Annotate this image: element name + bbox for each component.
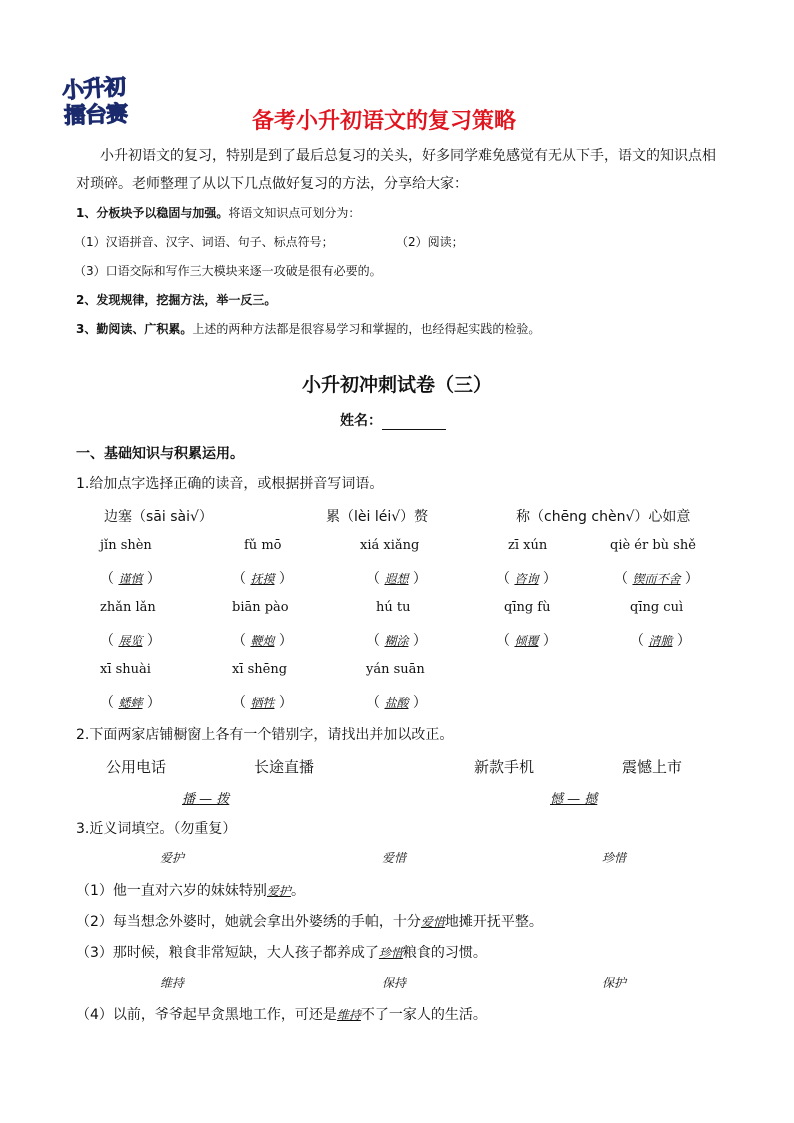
- tip-1-rest: 将语文知识点可划分为：: [228, 206, 361, 220]
- answer-text: 盐酸: [384, 696, 409, 710]
- answer-text[interactable]: 维持: [336, 1008, 361, 1022]
- intro-line1: 小升初语文的复习，特别是到了最后总复习的关头，好多同学难免感觉有无从下手，语文的知识点相: [100, 148, 716, 164]
- pinyin-item: xī shēng: [232, 662, 288, 677]
- intro-line2: 对琐碎。老师整理了从以下几点做好复习的方法，分享给大家：: [76, 176, 468, 192]
- answer-slot[interactable]: （ 谨慎 ）: [100, 571, 161, 587]
- q1-prompt: 1.给加点字选择正确的读音，或根据拼音写词语。: [76, 476, 384, 492]
- q3-sentence-1: [76, 880, 305, 900]
- word-option: 维持: [160, 976, 185, 990]
- pinyin-item: qīng fù: [504, 600, 551, 615]
- word-option: 爱护: [160, 851, 185, 865]
- sign-text: 公用电话: [106, 758, 167, 776]
- exam-title: 小升初冲刺试卷（三）: [301, 374, 492, 396]
- logo-line1: 小升初: [61, 74, 126, 105]
- pinyin-item: hú tu: [376, 600, 411, 615]
- sign-text: 新款手机: [474, 758, 535, 776]
- sentence-text: 不了一家人的生活。: [360, 1007, 487, 1023]
- pinyin-item: zī xún: [508, 538, 548, 553]
- word-option: 珍惜: [602, 851, 627, 865]
- q3-sentence-4: [76, 1004, 487, 1024]
- pinyin-item: zhǎn lǎn: [100, 600, 156, 615]
- name-blank[interactable]: [382, 415, 446, 430]
- answer-text: 咨询: [514, 572, 539, 586]
- tip-3-bold: 3、勤阅读、广积累。: [76, 322, 193, 336]
- answer-text: 清脆: [648, 634, 673, 648]
- sentence-text: （2）每当想念外婆时，她就会拿出外婆绣的手帕，十分: [76, 914, 421, 930]
- header-title: 备考小升初语文的复习策略: [252, 109, 517, 134]
- q1-choice-1: 边塞（sāi sài√）: [104, 509, 213, 525]
- sentence-text: 。: [290, 883, 305, 899]
- answer-text: 展览: [118, 634, 143, 648]
- sentence-text: 粮食的习惯。: [402, 945, 487, 961]
- answer-text: 遐想: [384, 572, 409, 586]
- answer-slot[interactable]: （ 糊涂 ）: [366, 633, 427, 649]
- answer-slot[interactable]: （ 展览 ）: [100, 633, 161, 649]
- sentence-text: （1）他一直对六岁的妹妹特别: [76, 883, 267, 899]
- answer-slot[interactable]: （ 蟋蟀 ）: [100, 695, 161, 711]
- tip-1-bold: 1、分板块予以稳固与加强。: [76, 206, 229, 220]
- answer-text[interactable]: 爱护: [266, 884, 291, 898]
- answer-slot[interactable]: （ 锲而不舍 ）: [614, 571, 699, 587]
- pinyin-item: xiá xiǎng: [360, 538, 420, 553]
- q2-correction-2: 憾 — 撼: [550, 792, 598, 807]
- q3-sentence-3: [76, 942, 487, 962]
- pinyin-item: fǔ mō: [244, 538, 282, 553]
- q1-choice-3: 称（chēng chèn√）心如意: [516, 509, 691, 525]
- answer-slot[interactable]: （ 清脆 ）: [630, 633, 691, 649]
- answer-text: 糊涂: [384, 634, 409, 648]
- answer-slot[interactable]: （ 遐想 ）: [366, 571, 427, 587]
- sentence-text: （4）以前，爷爷起早贪黑地工作，可还是: [76, 1007, 337, 1023]
- answer-slot[interactable]: （ 牺牲 ）: [232, 695, 293, 711]
- answer-slot[interactable]: （ 抚摸 ）: [232, 571, 293, 587]
- answer-slot[interactable]: （ 倾覆 ）: [496, 633, 557, 649]
- q2-correction-1: 播 — 拨: [182, 792, 230, 807]
- sign-text: 长途直播: [254, 758, 315, 776]
- tip-3: [76, 320, 540, 337]
- pinyin-item: yán suān: [366, 662, 425, 677]
- q1-choice-2: 累（lèi léi√）赘: [326, 509, 429, 525]
- logo: [58, 72, 166, 128]
- pinyin-item: qīng cuì: [630, 600, 684, 615]
- answer-text: 倾覆: [514, 634, 539, 648]
- answer-slot[interactable]: （ 盐酸 ）: [366, 695, 427, 711]
- answer-text: 蟋蟀: [118, 696, 143, 710]
- tip-1: [76, 204, 360, 221]
- answer-text: 谨慎: [118, 572, 143, 586]
- word-option: 保护: [602, 976, 627, 990]
- logo-line2: 擂台赛: [63, 101, 128, 130]
- answer-text: 牺牲: [250, 696, 275, 710]
- word-option: 保持: [382, 976, 407, 990]
- name-field: [340, 410, 446, 430]
- pinyin-item: jǐn shèn: [100, 538, 152, 553]
- sign-text: 震憾上市: [622, 758, 683, 776]
- answer-text: 锲而不舍: [632, 572, 681, 586]
- q2-prompt: 2.下面两家店铺橱窗上各有一个错别字，请找出并加以改正。: [76, 727, 454, 743]
- q3-prompt: 3.近义词填空。（勿重复）: [76, 821, 237, 837]
- answer-text[interactable]: 爱惜: [420, 915, 445, 929]
- q3-sentence-2: [76, 911, 543, 931]
- answer-text: 鞭炮: [250, 634, 275, 648]
- pinyin-item: biān pào: [232, 600, 289, 615]
- sentence-text: 地摊开抚平整。: [444, 914, 543, 930]
- name-label: 姓名：: [340, 413, 382, 429]
- tip-1-sub3: （3）口语交际和写作三大模块来逐一攻破是很有必要的。: [74, 264, 382, 278]
- pinyin-item: qiè ér bù shě: [610, 538, 696, 553]
- answer-text[interactable]: 珍惜: [378, 946, 403, 960]
- pinyin-item: xī shuài: [100, 662, 151, 677]
- tip-1-sub1: （1）汉语拼音、汉字、词语、句子、标点符号；: [74, 235, 334, 249]
- sentence-text: （3）那时候，粮食非常短缺，大人孩子都养成了: [76, 945, 379, 961]
- answer-text: 抚摸: [250, 572, 275, 586]
- answer-slot[interactable]: （ 鞭炮 ）: [232, 633, 293, 649]
- tip-3-rest: 上述的两种方法都是很容易学习和掌握的，也经得起实践的检验。: [192, 322, 541, 336]
- tip-2: 2、发现规律，挖掘方法，举一反三。: [76, 293, 277, 307]
- answer-slot[interactable]: （ 咨询 ）: [496, 571, 557, 587]
- tip-1-sub2: （2）阅读；: [396, 235, 464, 249]
- section-1-heading: 一、基础知识与积累运用。: [76, 446, 244, 462]
- word-option: 爱惜: [382, 851, 407, 865]
